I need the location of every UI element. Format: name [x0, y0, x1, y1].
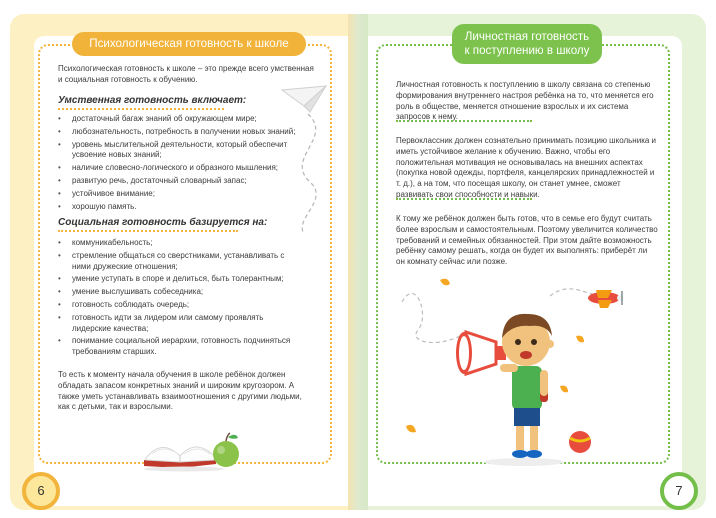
page-number-right: 7	[660, 472, 698, 510]
list-item: • достаточный багаж знаний об окружающем мире;	[58, 114, 302, 125]
list-item: • устойчивое внимание;	[58, 189, 302, 200]
list-item: • хорошую память.	[58, 202, 302, 213]
social-readiness-title: Социальная готовность базируется на:	[58, 217, 268, 228]
left-page-header: Психологическая готовность к школе	[72, 32, 306, 56]
mental-title-underline	[58, 108, 224, 110]
right-header-line-1: Личностная готовность	[464, 30, 590, 43]
list-item: • умение выслушивать собеседника;	[58, 287, 302, 298]
left-intro-text: Психологическая готовность к школе – это прежде всего умственная и социальная готовность к обучению.	[58, 64, 314, 84]
right-divider-2	[396, 198, 532, 200]
right-paragraph-2: Первоклассник должен сознательно принимать позицию школьника и иметь устойчивое желание к обучению. Важно, чтобы его положительная мотивация не основывалась на внешних аспектах (покупка новой одежды, портфеля, канцелярских принадлежностей и т. д.), а на том, что посещая школу, он станет умнее, сможет развивать свои способности и навыки.	[396, 136, 657, 199]
right-page-header	[452, 24, 602, 64]
list-item: • умение уступать в споре и делиться, быть толерантным;	[58, 274, 302, 285]
paper-plane-icon	[264, 78, 344, 238]
list-item: • готовность соблюдать очередь;	[58, 300, 302, 311]
social-title-underline	[58, 230, 238, 232]
list-item: • понимание социальной иерархии, готовность подчиняться требованиям старших.	[58, 336, 302, 358]
right-paragraph-3: К тому же ребёнок должен быть готов, что в семье его будут считать более взрослым и самостоятельным. Поэтому увеличится количество требований и семейных обязанностей. При этом дайте возможность ребёнку самому решать, когда он будет их выполнять: приберёт ли он комнату сейчас или позже.	[396, 214, 658, 267]
left-conclusion-text: То есть к моменту начала обучения в школе ребёнок должен обладать запасом конкретных знаний и широким кругозором. А также уметь устанавливать взаимоотношения с другими людьми, как с детьми, так и взрослыми.	[58, 370, 302, 412]
list-item: • готовность идти за лидером или самому проявлять лидерские качества;	[58, 313, 302, 335]
list-item: • стремление общаться со сверстниками, устанавливать с ними дружеские отношения;	[58, 251, 302, 273]
book-fold	[348, 14, 368, 510]
list-item: • любознательность, потребность в получении новых знаний;	[58, 127, 302, 138]
right-paragraph-1: Личностная готовность к поступлению в школу связана со степенью формирования внутреннего настроя ребёнка на то, что меняется его роль в обществе, меняется отношение взрослых и их система запросов к нему.	[396, 80, 654, 122]
book-and-apple-icon	[140, 428, 244, 472]
mental-readiness-title: Умственная готовность включает:	[58, 95, 247, 106]
list-item: • коммуникабельность;	[58, 238, 302, 249]
right-header-line-2: к поступлению в школу	[464, 44, 590, 57]
page-number-left: 6	[22, 472, 60, 510]
list-item: • наличие словесно-логического и образного мышления;	[58, 163, 302, 174]
right-divider-1	[396, 120, 532, 122]
list-item: • уровень мыслительной деятельности, который обеспечит усвоение новых знаний;	[58, 140, 302, 162]
list-item: • развитую речь, достаточный словарный запас;	[58, 176, 302, 187]
social-readiness-list	[58, 238, 302, 360]
boy-with-megaphone-illustration	[400, 276, 630, 472]
